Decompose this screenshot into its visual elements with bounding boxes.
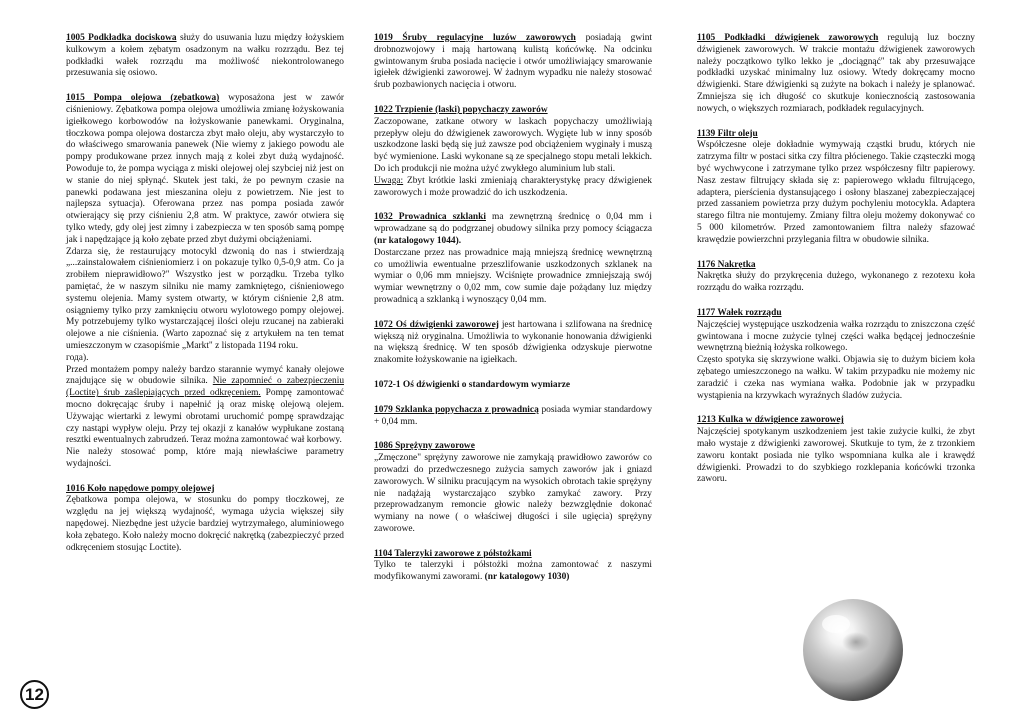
section-1213: [697, 415, 975, 486]
section-1022-note-label: Uwaga:: [374, 175, 404, 186]
section-1032-p2: Dostarczane przez nas prowadnice mają mniejszą średnicę wewnętrzną co umożliwia ewentualne przeszlifowanie uszkodzonych szklanek na wymiar o 0,06 mm mniejszy. Wciśnięte prowadnice zmniejszają swój wymiar wewnętrzny o 0,02 mm, cow sumie daje pożądany luz między prowadnicą a szklanką i wynoszący 0,04 mm.: [374, 247, 652, 305]
section-1104-heading: 1104 Talerzyki zaworowe z półstożkami: [374, 548, 532, 559]
section-1176-body: Nakrętka służy do przykręcenia dużego, wykonanego z rezotexu koła rozrządu do wałka rozrządu.: [697, 271, 975, 294]
section-1177-heading: 1177 Wałek rozrządu: [697, 307, 782, 318]
section-1086-body: „Zmęczone" sprężyny zaworowe nie zamykają prawidłowo zaworów co prowadzi do przedwczesnego zużycia samych zaworów jak i gniazd zaworowych. W silniku pracującym na wysokich obrotach takie sprężyny nie nadążają wystarczająco szybko zamykać zawory. Przy przeprowadzanym remoncie głowic należy bezwzględnie dokonać wymiany na nowe ( o właściwej długości i sile ugięcia) sprężyny zaworowe.: [374, 453, 652, 534]
section-1176: [697, 260, 975, 295]
section-1032-body: ma zewnętrzną średnicę o 0,04 mm i wprowadzane są do podgrzanej obudowy silnika przy pomocy ściągacza: [374, 212, 653, 235]
section-1015-p2: Zdarza się, że restaurujący motocykl dzwonią do nas i stwierdzają „...zainstalowałem ciśnieniomierz i on pokazuje tylko 0,5-0,9 atm. Co ja zrobiłem nieprawidłowo?" Wszystko jest w porządku. Trzeba tylko pamiętać, że w naszym silniku nie mamy zamkniętego, ciśnieniowego systemu olejenia. Mamy system otwarty, w którym ciśnienie 2,8 atm. osiągniemy tylko przy zamknięciu otworu wylotowego pompy olejowej. My potrzebujemy tylko wystarczającej ilości oleju rzucanej na zabieraki olejowe a nie ciśnienia. (Warto zapoznać się z artykułem na ten temat umieszczonym w czasopiśmie „Markt" z listopada 1194 roku.: [66, 246, 344, 351]
section-1005-body: służy do usuwania luzu między łożyskiem kulkowym a kołem zębatym osadzonym na wałku rozrządu. Bez tej podkładki wałek rozrządu ma możliwość niekontrolowanego przesuwania się osiowo.: [66, 33, 344, 79]
section-1105-heading: 1105 Podkładki dźwigienek zaworowych: [697, 33, 879, 43]
section-1079: [374, 405, 652, 429]
section-1104-text: [374, 560, 652, 584]
steel-ball-photo: [798, 594, 908, 704]
section-1015-intro: [66, 93, 344, 246]
section-1072-1-heading: 1072-1 Oś dźwigienki o standardowym wymiarze: [374, 379, 571, 390]
section-1139-body: Współczesne oleje dokładnie wymywają cząstki brudu, których nie zatrzyma filtr w postaci sitka czy filtra płócienego. Takie cząsteczki mogą być wychwycone i zatrzymane tylko przez współczesny filtr papierowy. Nasz zestaw filtrujący składa się z: papierowego wkładu filtrującego, adaptera, pierścienia dystansującego i osłony blaszanej zabezpieczającej przed zassaniem powietrza przy dużym pochyleniu motocykla. Adaptera starego filtra nie montujemy. Zmiany filtra oleju możemy dokonywać co 5 000 kilometrów. Przed zamontowaniem filtra należy sfazować krawędzie powierzchni przylegania filtra w obudowie silnika.: [697, 140, 975, 245]
ball-wear-spot: [842, 632, 870, 652]
section-1016-body: Zębatkowa pompa olejowa, w stosunku do pompy tłoczkowej, ze względu na jej większą wydajność, wymaga użycia większej siły napędowej. Niezbędne jest użycie bardziej wytrzymałego, aluminiowego koła zębatego. Koło należy mocno dokręcić nakrętką (zabezpieczyć przed odkręceniem stosując Loctite).: [66, 495, 344, 553]
section-1015-heading: 1015 Pompa olejowa (zębatkowa): [66, 93, 220, 104]
section-1019-text: [374, 33, 652, 92]
section-1139: [697, 129, 975, 247]
section-1019-body: posiadają gwint drobnozwojowy i mają hartowaną kulistą końcówkę. Na odcinku gwintowanym śruba posiada nacięcie i otwór umożliwiający smarowanie igiełek dźwigienki zaworowej. W żadnym wypadku nie należy stosować śrub pozbawionych nacięcia i otworu.: [374, 33, 652, 91]
section-1015-p3: года).: [66, 352, 89, 363]
section-1177: [697, 308, 975, 402]
section-1104-body: Tylko te talerzyki i półstożki można zamontować z naszymi modyfikowanymi zaworami.: [374, 560, 652, 583]
section-1015-intro-text: wyposażona jest w zawór ciśnieniowy. Zębatkowa pompa olejowa umożliwia zmianę łożyskowania igiełkowego korbowodów na łożyskowanie panewkami. Oryginalna, tłoczkowa pompa olejowa dostarcza zbyt mało oleju, aby wystarczyło to do właściwego smarowania panewek (Nie wiemy z jakiego powodu ale pompy produkowane przez innych mają z kolei zbyt dużą wydajność. Powoduje to, że pompa wyciąga z miski olejowej olej szybciej niż jest on w stanie do niej spłynąć. Skutek jest taki, że po pewnym czasie na panewki podawana jest mieszanina oleju z powietrzem. Nie jest to najlepsza sytuacja). Oferowana przez nas pompa posiada zawór otwierający się przy ciśnieniu 2,8 atm. W praktyce, zawór otwiera się tylko wtedy, gdy olej jest zimny i zabezpiecza w ten sposób samą pompę jak i napędzające ją koło zębate przed zbyt dużymi obciążeniami.: [66, 93, 344, 245]
section-1105: [697, 33, 975, 116]
section-1032: [374, 212, 652, 306]
section-1072-heading: 1072 Oś dźwigienki zaworowej: [374, 319, 499, 330]
section-1015-p4-end: Pompę zamontować mocno dokręcając śruby i napełnić ją oraz miskę olejową olejem. Używając wiertarki z lewymi obrotami uruchomić pompę sprawdzając czy nastąpi wypływ oleju. Przy tej okazji z kanałów wypłukane zostaną resztki ewentualnych zabrudzeń. Teraz można zamontować wał korbowy.: [66, 388, 344, 446]
section-1022-note: [374, 176, 652, 200]
section-1019-heading: 1019 Śruby regulacyjne luzów zaworowych: [374, 33, 576, 43]
section-1072-1: [374, 380, 652, 392]
section-1104-catalog-number: (nr katalogowy 1030): [484, 572, 570, 583]
column-right: [697, 33, 975, 499]
section-1139-heading: 1139 Filtr oleju: [697, 128, 758, 139]
section-1176-heading: 1176 Nakrętka: [697, 259, 756, 270]
section-1213-body: Najczęściej spotykanym uszkodzeniem jest takie zużycie kulki, że zbyt mało wystaje z dźwigienki zaworowej. Skutkuje to tym, że z trzonkiem zaworu kontakt posiada nie tylko wspomniana kulka ale i krawędź dźwigienki. Prowadzi to do szybkiego rozklepania końcówki trzonka zaworu.: [697, 427, 975, 485]
section-1015-p4: [66, 365, 344, 448]
section-1022: [374, 105, 652, 199]
section-1072-body: jest hartowana i szlifowana na średnicę większą niż oryginalna. Umożliwia to wykonanie honowania dźwigienki na większą średnicę. W ten sposób dźwigienka odzyskuje pierwotne znakomite łożyskowanie na igiełkach.: [374, 319, 652, 366]
section-1177-body: Najczęściej występujące uszkodzenia wałka rozrządu to zniszczona część gwintowana i mocne zużycie tylnej części wałka będącej jednocześnie wewnętrzną bieżnią łożyska rolkowego.: [697, 319, 975, 354]
section-1032-text: [374, 212, 652, 247]
section-1015-p4-start: Przed montażem pompy należy bardzo starannie wymyć kanały olejowe znajdujące się w obudowie silnika.: [66, 364, 344, 387]
section-1177-p2: Często spotyka się skrzywione wałki. Objawia się to dużym biciem koła zębatego umieszczonego na wałku. W takim przypadku nie możemy nic zaradzić i czeka nas wymiana wałka. Podobnie jak w przypadku wystąpienia na krzywkach wyraźnych śladów zużycia.: [697, 355, 975, 401]
section-1022-body: Zaczopowane, zatkane otwory w laskach popychaczy umożliwiają przepływ oleju do dźwigienek zaworowych. Wygięte lub w inny sposób uszkodzone laski będą się już zawsze pod obciążeniem wyginały i muszą być wymienione. Laski wykonane są ze specjalnego stopu metali lekkich. Do ich produkcji nie można użyć zwykłego aluminium lub stali.: [374, 116, 652, 174]
column-left: [66, 33, 344, 567]
section-1105-text: [697, 33, 975, 116]
page-number: 12: [20, 680, 49, 709]
section-1105-body: regulują luz boczny dźwigienek zaworowych. W trakcie montażu dźwigienek zaworowych należy początkowo tylko lekko je „dociągnąć" tak aby przesuwające podkładki uzyskać minimalny luz osiowy. Wtedy dokręcamy mocno dźwigienki. Stare dźwigienki są zużyte na bokach i należy je splanować. Zmniejsza się ich długość co skutkuje koniecznością zastosowania nowych, o większych rozmiarach, podkładek regulacyjnych.: [697, 33, 975, 114]
section-1022-heading: 1022 Trzpienie (laski) popychaczy zaworów: [374, 104, 548, 115]
section-1079-heading: 1079 Szklanka popychacza z prowadnicą: [374, 404, 539, 415]
column-middle: [374, 33, 652, 597]
section-1016-heading: 1016 Koło napędowe pompy olejowej: [66, 483, 215, 494]
section-1079-text: [374, 405, 652, 429]
section-1005-text: [66, 33, 344, 80]
section-1072-text: [374, 320, 652, 367]
section-1015-p5: Nie należy stosować pomp, które mają niewłaściwe parametry wydajności.: [66, 447, 344, 469]
section-1005: [66, 33, 344, 80]
section-1086: [374, 441, 652, 535]
section-1005-heading: 1005 Podkładka dociskowa: [66, 33, 177, 43]
section-1104: [374, 549, 652, 584]
section-1213-heading: 1213 Kulka w dźwigience zaworowej: [697, 415, 844, 426]
section-1015-p4-underlined: Nie zapomnieć o zabezpieczeniu (Loctite) śrub zaślepiających przed odkręceniem.: [66, 376, 345, 399]
section-1072: [374, 320, 652, 367]
section-1032-catalog-number: (nr katalogowy 1044).: [374, 235, 462, 246]
ball-highlight: [822, 615, 850, 633]
section-1032-heading: 1032 Prowadnica szklanki: [374, 212, 486, 223]
section-1019: [374, 33, 652, 92]
section-1079-body: posiada wymiar standardowy + 0,04 mm.: [374, 404, 653, 427]
section-1016: [66, 484, 344, 555]
section-1015: [66, 93, 344, 471]
section-1086-heading: 1086 Sprężyny zaworowe: [374, 441, 475, 452]
section-1022-note-body: Zbyt krótkie laski zmieniają charakterystykę pracy dźwigienek zaworowych i może prowadzić do ich uszkodzenia.: [374, 175, 652, 198]
